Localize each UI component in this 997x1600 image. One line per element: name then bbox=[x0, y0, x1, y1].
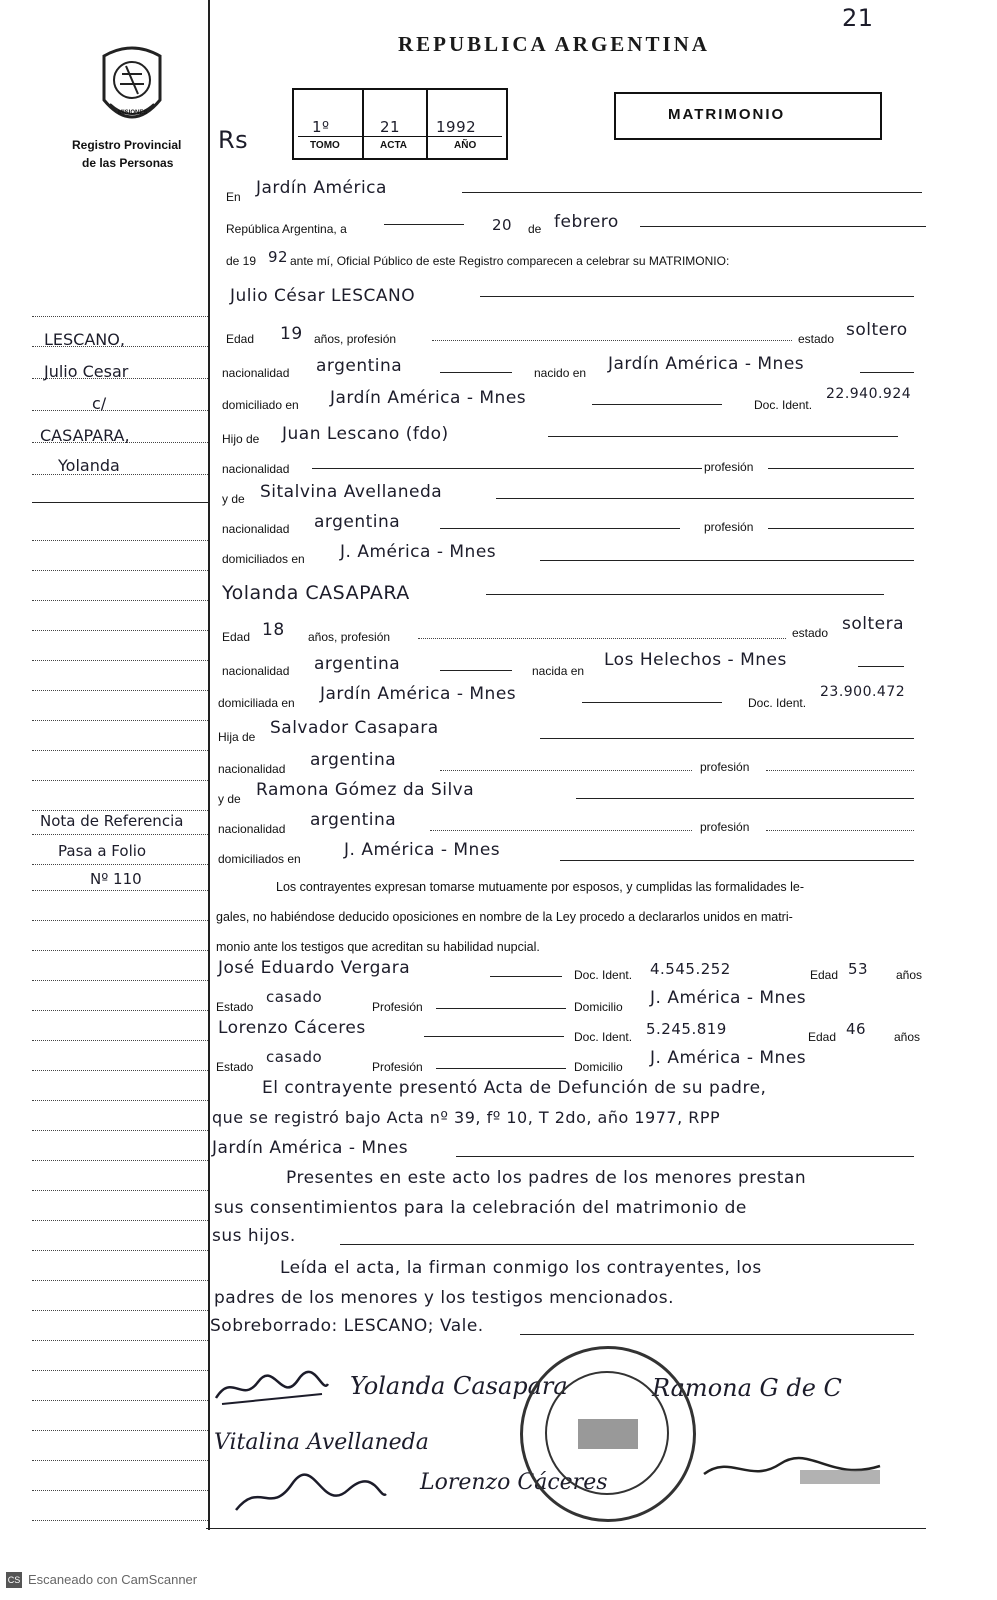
groom-father: Juan Lescano (fdo) bbox=[282, 424, 449, 444]
label-profesion-witness2: Profesión bbox=[372, 1060, 423, 1074]
bride-address: Jardín América - Mnes bbox=[320, 684, 517, 704]
witness2-age: 46 bbox=[846, 1020, 867, 1038]
label-y-de: y de bbox=[222, 492, 245, 506]
label-estado-witness2: Estado bbox=[216, 1060, 254, 1074]
margin-surname-bride: CASAPARA, bbox=[40, 426, 130, 445]
footer-watermark: Escaneado con CamScanner bbox=[28, 1572, 198, 1587]
label-anos-witness2: años bbox=[894, 1030, 921, 1044]
label-edad-witness2: Edad bbox=[808, 1030, 837, 1044]
margin-note-title: Nota de Referencia bbox=[40, 812, 184, 830]
label-republica: República Argentina, a bbox=[226, 222, 347, 236]
page-number: 21 bbox=[842, 4, 874, 32]
witness2-doc: 5.245.819 bbox=[646, 1020, 727, 1038]
legal-text-1: Los contrayentes expresan tomarse mutuamente por esposos, y cumplidas las formalidades le- bbox=[276, 880, 805, 894]
margin-initials: Rs bbox=[218, 126, 249, 154]
bride-father: Salvador Casapara bbox=[270, 718, 439, 738]
label-de-year: de 19 bbox=[226, 254, 257, 268]
note-line-1: El contrayente presentó Acta de Defunción de su padre, bbox=[262, 1078, 767, 1098]
country-heading: REPUBLICA ARGENTINA bbox=[398, 32, 710, 56]
label-estado-witness1: Estado bbox=[216, 1000, 254, 1014]
label-estado: estado bbox=[798, 332, 835, 346]
label-profesion-witness1: Profesión bbox=[372, 1000, 423, 1014]
note-line-5: sus consentimientos para la celebración del matrimonio de bbox=[214, 1198, 747, 1218]
signature-bride: Yolanda Casapara bbox=[350, 1372, 568, 1400]
label-nacida-en: nacida en bbox=[532, 664, 585, 678]
witness2-address: J. América - Mnes bbox=[650, 1048, 807, 1068]
document-type-box bbox=[614, 92, 882, 140]
margin-note-number: Nº 110 bbox=[90, 870, 142, 888]
record-box bbox=[292, 88, 508, 160]
label-hija-de: Hija de bbox=[218, 730, 256, 744]
signature-scribble-1 bbox=[212, 1364, 332, 1419]
witness1-name: José Eduardo Vergara bbox=[218, 958, 411, 978]
margin-note-folio: Pasa a Folio bbox=[58, 842, 147, 860]
registry-line1: Registro Provincial bbox=[72, 138, 182, 152]
label-doc-witness1: Doc. Ident. bbox=[574, 968, 633, 982]
label-domiciliados: domiciliados en bbox=[222, 552, 305, 566]
signature-bride-mother: Ramona G de C bbox=[652, 1374, 842, 1402]
groom-parents-address: J. América - Mnes bbox=[340, 542, 497, 562]
groom-nationality: argentina bbox=[316, 356, 403, 376]
label-doc-witness2: Doc. Ident. bbox=[574, 1030, 633, 1044]
registry-line2: de las Personas bbox=[82, 156, 174, 170]
note-line-8: padres de los menores y los testigos mencionados. bbox=[214, 1288, 674, 1308]
document-type: MATRIMONIO bbox=[668, 106, 786, 123]
label-estado-bride: estado bbox=[792, 626, 829, 640]
bride-estado: soltera bbox=[842, 614, 905, 634]
label-edad: Edad bbox=[226, 332, 255, 346]
label-nacido-en: nacido en bbox=[534, 366, 587, 380]
tomo-value: 1º bbox=[312, 118, 330, 136]
bride-age: 18 bbox=[262, 620, 285, 640]
label-nacionalidad-father: nacionalidad bbox=[222, 462, 290, 476]
label-edad-witness1: Edad bbox=[810, 968, 839, 982]
tomo-label: TOMO bbox=[310, 140, 340, 151]
signature-official bbox=[700, 1444, 890, 1499]
label-domicilio-witness2: Domicilio bbox=[574, 1060, 623, 1074]
note-line-2: que se registró bajo Acta nº 39, fº 10, T 2do, año 1977, RPP bbox=[212, 1108, 721, 1127]
bride-name: Yolanda CASAPARA bbox=[222, 582, 410, 604]
label-domiciliado: domiciliado en bbox=[222, 398, 299, 412]
label-nacionalidad-bride-father: nacionalidad bbox=[218, 762, 286, 776]
ano-value: 1992 bbox=[436, 118, 477, 136]
label-profesion-bride-mother: profesión bbox=[700, 820, 750, 834]
note-line-7: Leída el acta, la firman conmigo los contrayentes, los bbox=[280, 1258, 762, 1278]
bride-birthplace: Los Helechos - Mnes bbox=[604, 650, 787, 670]
label-y-de-bride: y de bbox=[218, 792, 241, 806]
witness2-name: Lorenzo Cáceres bbox=[218, 1018, 366, 1038]
note-line-4: Presentes en este acto los padres de los menores prestan bbox=[286, 1168, 807, 1188]
signature-scribble-2 bbox=[230, 1470, 390, 1525]
label-profesion-father: profesión bbox=[704, 460, 754, 474]
acta-label: ACTA bbox=[380, 140, 408, 151]
year-suffix: 92 bbox=[268, 248, 289, 266]
label-ante-mi: ante mí, Oficial Público de este Registro comparecen a celebrar su MATRIMONIO: bbox=[290, 254, 730, 268]
bride-parents-address: J. América - Mnes bbox=[344, 840, 501, 860]
place: Jardín América bbox=[256, 178, 387, 198]
label-hijo-de: Hijo de bbox=[222, 432, 260, 446]
label-nacionalidad-mother: nacionalidad bbox=[222, 522, 290, 536]
margin-given-bride: Yolanda bbox=[58, 456, 120, 475]
groom-name: Julio César LESCANO bbox=[230, 286, 416, 306]
ano-label: AÑO bbox=[454, 140, 477, 151]
label-nacionalidad-bride: nacionalidad bbox=[222, 664, 290, 678]
signature-groom-mother: Vitalina Avellaneda bbox=[214, 1430, 429, 1455]
label-doc-ident-bride: Doc. Ident. bbox=[748, 696, 807, 710]
groom-estado: soltero bbox=[846, 320, 908, 340]
margin-divider bbox=[208, 0, 210, 1530]
label-anos-profesion-bride: años, profesión bbox=[308, 630, 391, 644]
witness2-estado: casado bbox=[266, 1048, 323, 1066]
month: febrero bbox=[554, 212, 619, 232]
bride-mother-nationality: argentina bbox=[310, 810, 397, 830]
note-line-6: sus hijos. bbox=[212, 1226, 296, 1246]
margin-surname-groom: LESCANO, bbox=[44, 330, 125, 349]
label-profesion-mother: profesión bbox=[704, 520, 754, 534]
label-profesion-bride-father: profesión bbox=[700, 760, 750, 774]
witness1-estado: casado bbox=[266, 988, 323, 1006]
margin-connector: c/ bbox=[92, 394, 107, 413]
label-domicilio-witness1: Domicilio bbox=[574, 1000, 623, 1014]
groom-doc: 22.940.924 bbox=[826, 386, 912, 402]
signature-witness2: Lorenzo Cáceres bbox=[420, 1470, 608, 1495]
witness1-doc: 4.545.252 bbox=[650, 960, 731, 978]
label-anos-profesion: años, profesión bbox=[314, 332, 397, 346]
groom-address: Jardín América - Mnes bbox=[330, 388, 527, 408]
legal-text-2: gales, no habiéndose deducido oposiciones en nombre de la Ley procedo a declararlos unidos en matri- bbox=[216, 910, 793, 924]
provincial-seal bbox=[96, 44, 168, 132]
bride-nationality: argentina bbox=[314, 654, 401, 674]
label-nacionalidad-bride-mother: nacionalidad bbox=[218, 822, 286, 836]
camscanner-icon: CS bbox=[6, 1572, 22, 1588]
margin-given-groom: Julio Cesar bbox=[44, 362, 129, 381]
label-nacionalidad: nacionalidad bbox=[222, 366, 290, 380]
seal-text: MISIONES bbox=[118, 110, 148, 116]
note-line-3: Jardín América - Mnes bbox=[212, 1138, 409, 1158]
label-doc-ident: Doc. Ident. bbox=[754, 398, 813, 412]
day: 20 bbox=[492, 216, 513, 234]
label-domiciliada: domiciliada en bbox=[218, 696, 295, 710]
label-en: En bbox=[226, 190, 241, 204]
witness1-age: 53 bbox=[848, 960, 869, 978]
acta-value: 21 bbox=[380, 118, 401, 136]
label-de: de bbox=[528, 222, 542, 236]
groom-mother-nationality: argentina bbox=[314, 512, 401, 532]
bride-doc: 23.900.472 bbox=[820, 684, 906, 700]
witness1-address: J. América - Mnes bbox=[650, 988, 807, 1008]
label-anos-witness1: años bbox=[896, 968, 923, 982]
bride-mother: Ramona Gómez da Silva bbox=[256, 780, 475, 800]
groom-mother: Sitalvina Avellaneda bbox=[260, 482, 443, 502]
groom-age: 19 bbox=[280, 324, 303, 344]
official-stamp bbox=[520, 1346, 696, 1522]
label-domiciliados-bride: domiciliados en bbox=[218, 852, 301, 866]
label-edad-bride: Edad bbox=[222, 630, 251, 644]
groom-birthplace: Jardín América - Mnes bbox=[608, 354, 805, 374]
legal-text-3: monio ante los testigos que acreditan su habilidad nupcial. bbox=[216, 940, 540, 954]
note-line-9: Sobreborrado: LESCANO; Vale. bbox=[210, 1316, 484, 1336]
bride-father-nationality: argentina bbox=[310, 750, 397, 770]
